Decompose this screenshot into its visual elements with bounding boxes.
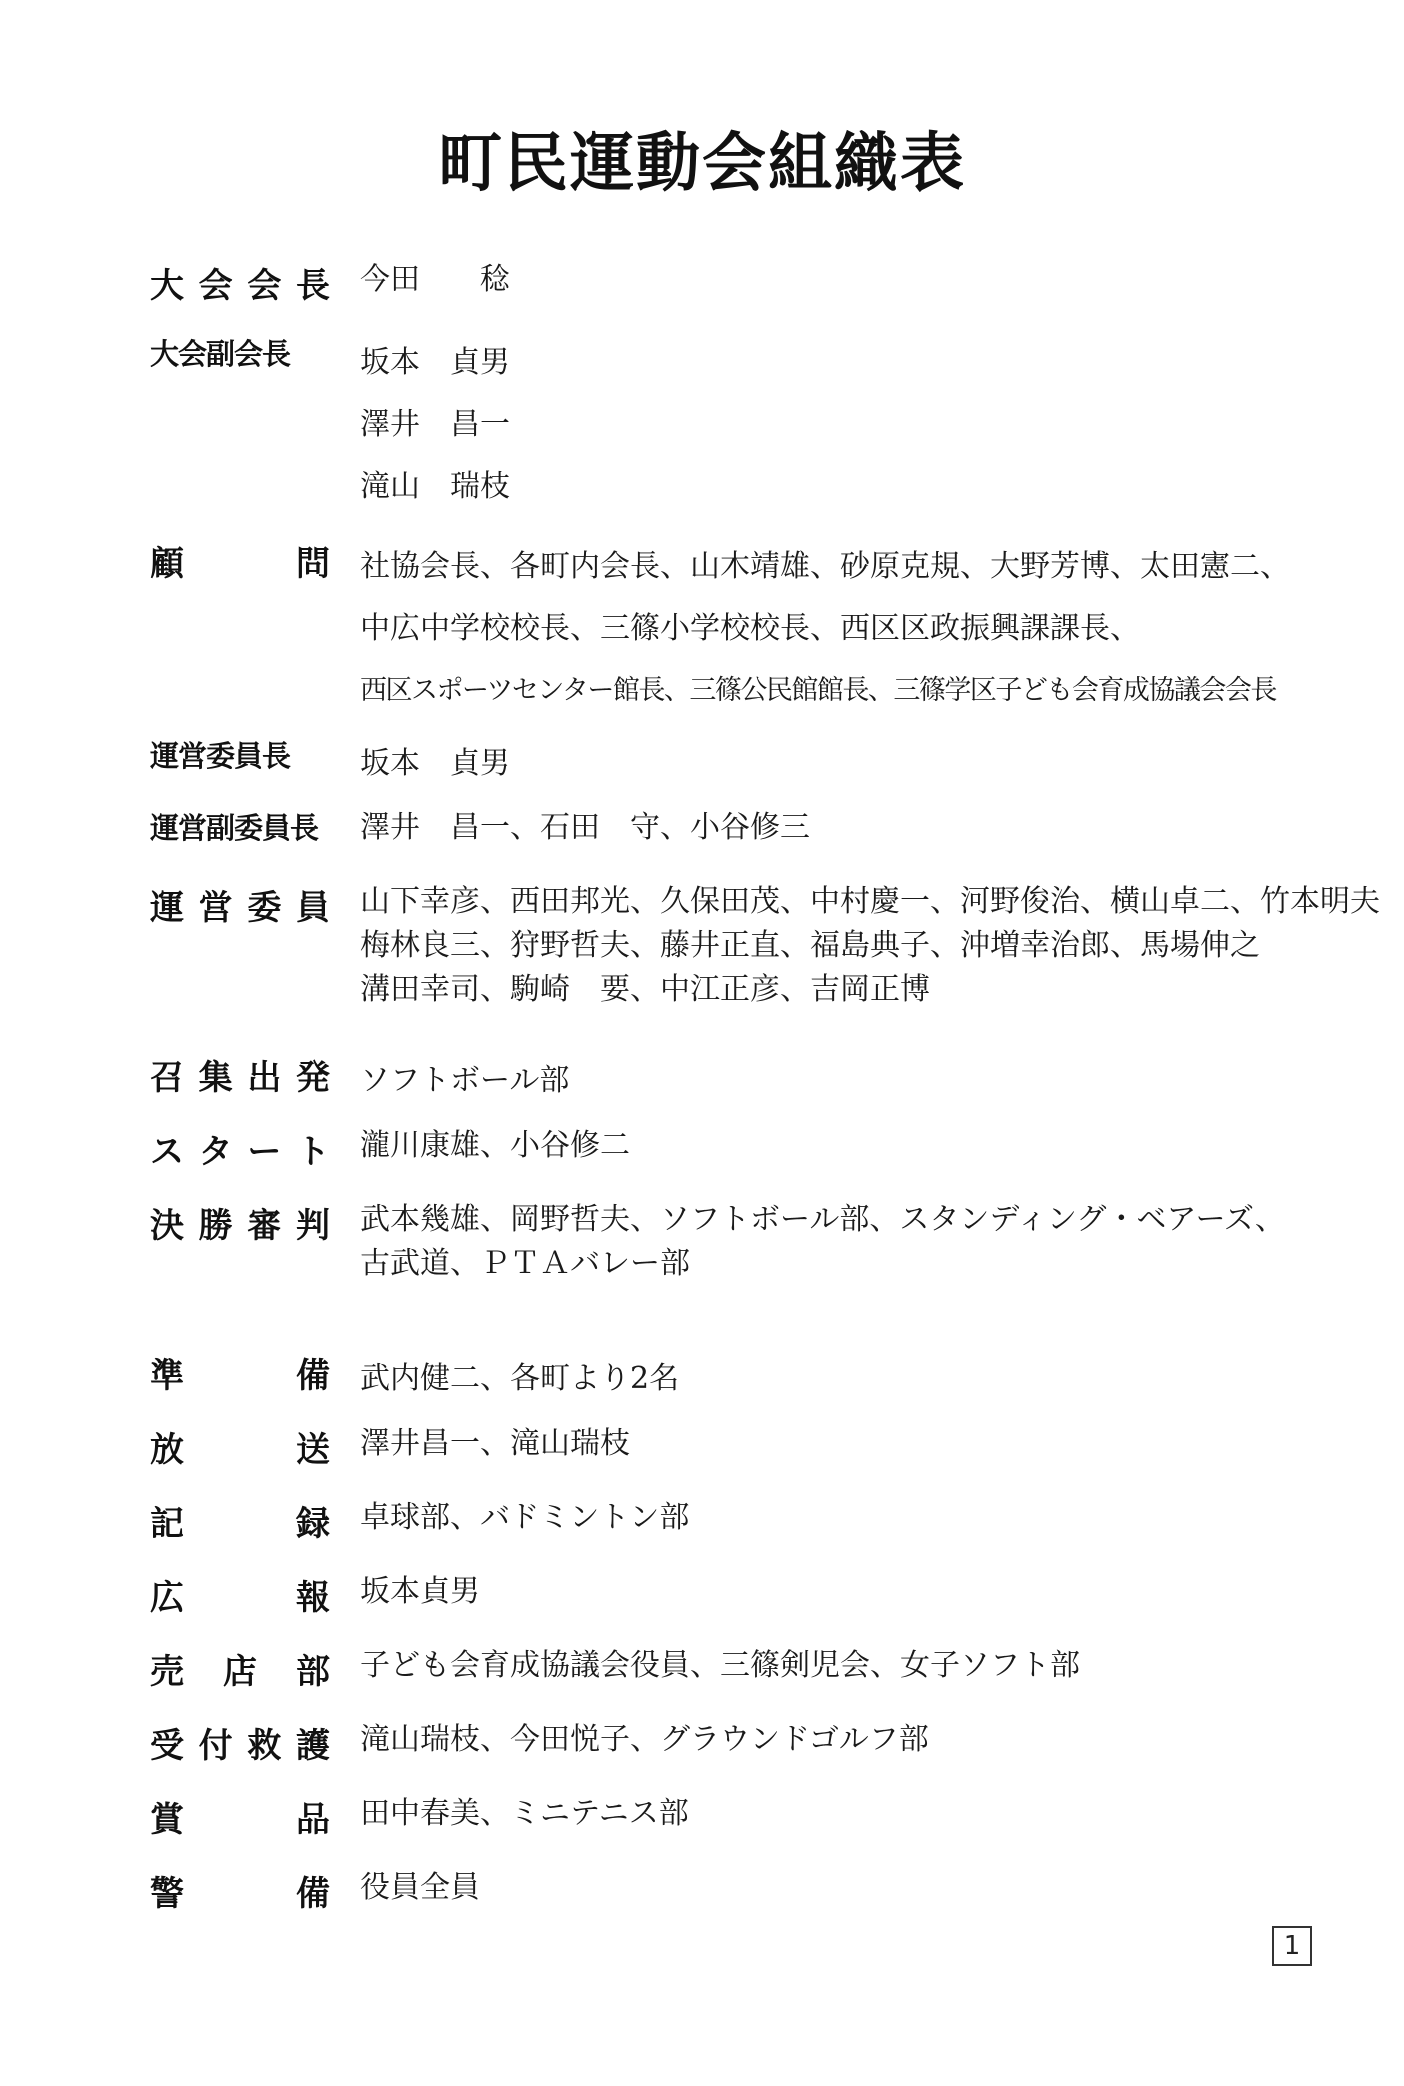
entry-row	[150, 1570, 1310, 1619]
entry-value-line: 澤井 昌一	[360, 407, 510, 442]
entry-values	[360, 734, 1310, 794]
entry-row	[150, 1124, 1310, 1173]
entry-row	[150, 1644, 1310, 1693]
entry-row	[150, 1718, 1310, 1767]
entry-label: 準 備	[150, 1356, 330, 1396]
entry-value-line: 卓球部、バドミントン部	[360, 1500, 690, 1535]
entry-values	[360, 1050, 1310, 1112]
entry-values	[360, 1644, 1310, 1688]
entry-value-line: 梅林良三、狩野哲夫、藤井正直、福島典子、沖増幸治郎、馬場伸之	[360, 928, 1260, 963]
entry-label: 放 送	[150, 1430, 330, 1470]
entry-row	[150, 1348, 1310, 1410]
entry-value-line: 坂本貞男	[360, 1574, 480, 1609]
entry-row	[150, 536, 1310, 722]
entry-label: 大会副会長	[150, 337, 291, 371]
entry-value-line: ソフトボール部	[360, 1063, 570, 1098]
entry-value-line: 溝田幸司、駒崎 要、中江正彦、吉岡正博	[360, 972, 930, 1007]
entry-label: 受 付 救 護	[150, 1726, 330, 1766]
entry-row	[150, 1050, 1310, 1112]
entry-values	[360, 1348, 1310, 1410]
entry-values	[360, 332, 1310, 518]
entry-value-line: 田中春美、ミニテニス部	[360, 1796, 689, 1831]
entry-value-line: 中広中学校校長、三篠小学校校長、西区区政振興課課長、	[360, 611, 1140, 646]
entry-label: 記 録	[150, 1504, 330, 1544]
entry-value-line: 武内健二、各町より2名	[360, 1361, 680, 1396]
page-number: 1	[1272, 1926, 1312, 1966]
entry-label: 広 報	[150, 1578, 330, 1618]
entry-value-line: 役員全員	[360, 1870, 480, 1905]
entry-values	[360, 1792, 1310, 1836]
entry-label: 警 備	[150, 1874, 330, 1914]
entry-row	[150, 734, 1310, 794]
entry-values	[360, 536, 1310, 722]
entry-value-line: 武本幾雄、岡野哲夫、ソフトボール部、スタンディング・ベアーズ、	[360, 1202, 1285, 1237]
entry-value-line: 坂本 貞男	[360, 746, 510, 781]
entry-value-line: 澤井昌一、滝山瑞枝	[360, 1426, 630, 1461]
entry-value-line: 山下幸彦、西田邦光、久保田茂、中村慶一、河野俊治、横山卓二、竹本明夫	[360, 884, 1380, 919]
entry-row	[150, 332, 1310, 518]
entry-label: 賞 品	[150, 1800, 330, 1840]
entry-row	[150, 1496, 1310, 1545]
entry-label: 売 店 部	[150, 1652, 330, 1692]
entry-values	[360, 806, 1310, 850]
entry-value-line: 子ども会育成協議会役員、三篠剣児会、女子ソフト部	[360, 1648, 1080, 1683]
entry-value-line: 古武道、ＰＴＡバレー部	[360, 1246, 690, 1281]
entry-label: 運営副委員長	[150, 811, 319, 845]
entry-label: 大 会 会 長	[150, 266, 330, 306]
entry-label: ス タ ー ト	[150, 1132, 330, 1172]
entry-values	[360, 1496, 1310, 1540]
entry-row	[150, 258, 1310, 307]
entry-values	[360, 1570, 1310, 1614]
entry-values	[360, 1422, 1310, 1466]
entry-row	[150, 880, 1380, 1012]
entry-value-line: 今田 稔	[360, 262, 510, 297]
entry-values	[360, 258, 1310, 302]
entry-values	[360, 1866, 1310, 1910]
entry-row	[150, 1198, 1310, 1286]
entry-row	[150, 1792, 1310, 1841]
entry-label: 決 勝 審 判	[150, 1206, 330, 1246]
entry-value-line: 滝山 瑞枝	[360, 469, 510, 504]
entry-row	[150, 1866, 1310, 1915]
entry-value-line: 滝山瑞枝、今田悦子、グラウンドゴルフ部	[360, 1722, 929, 1757]
entry-value-line: 社協会長、各町内会長、山木靖雄、砂原克規、大野芳博、太田憲二、	[360, 549, 1290, 584]
page-title: 町民運動会組織表	[438, 126, 966, 201]
entry-value-line: 坂本 貞男	[360, 345, 510, 380]
entry-row	[150, 1422, 1310, 1471]
entry-label: 召 集 出 発	[150, 1058, 330, 1098]
entry-values	[360, 1124, 1310, 1168]
entry-value-line: 澤井 昌一、石田 守、小谷修三	[360, 810, 810, 845]
entry-value-line: 西区スポーツセンター館長、三篠公民館館長、三篠学区子ども会育成協議会会長	[360, 675, 1276, 706]
entry-label: 顧 問	[150, 544, 330, 584]
entry-values	[360, 1718, 1310, 1762]
entry-values	[360, 880, 1380, 1012]
entry-values	[360, 1198, 1310, 1286]
entry-label: 運 営 委 員	[150, 888, 330, 928]
entry-row	[150, 806, 1310, 850]
entry-label: 運営委員長	[150, 739, 291, 773]
entry-value-line: 瀧川康雄、小谷修二	[360, 1128, 630, 1163]
